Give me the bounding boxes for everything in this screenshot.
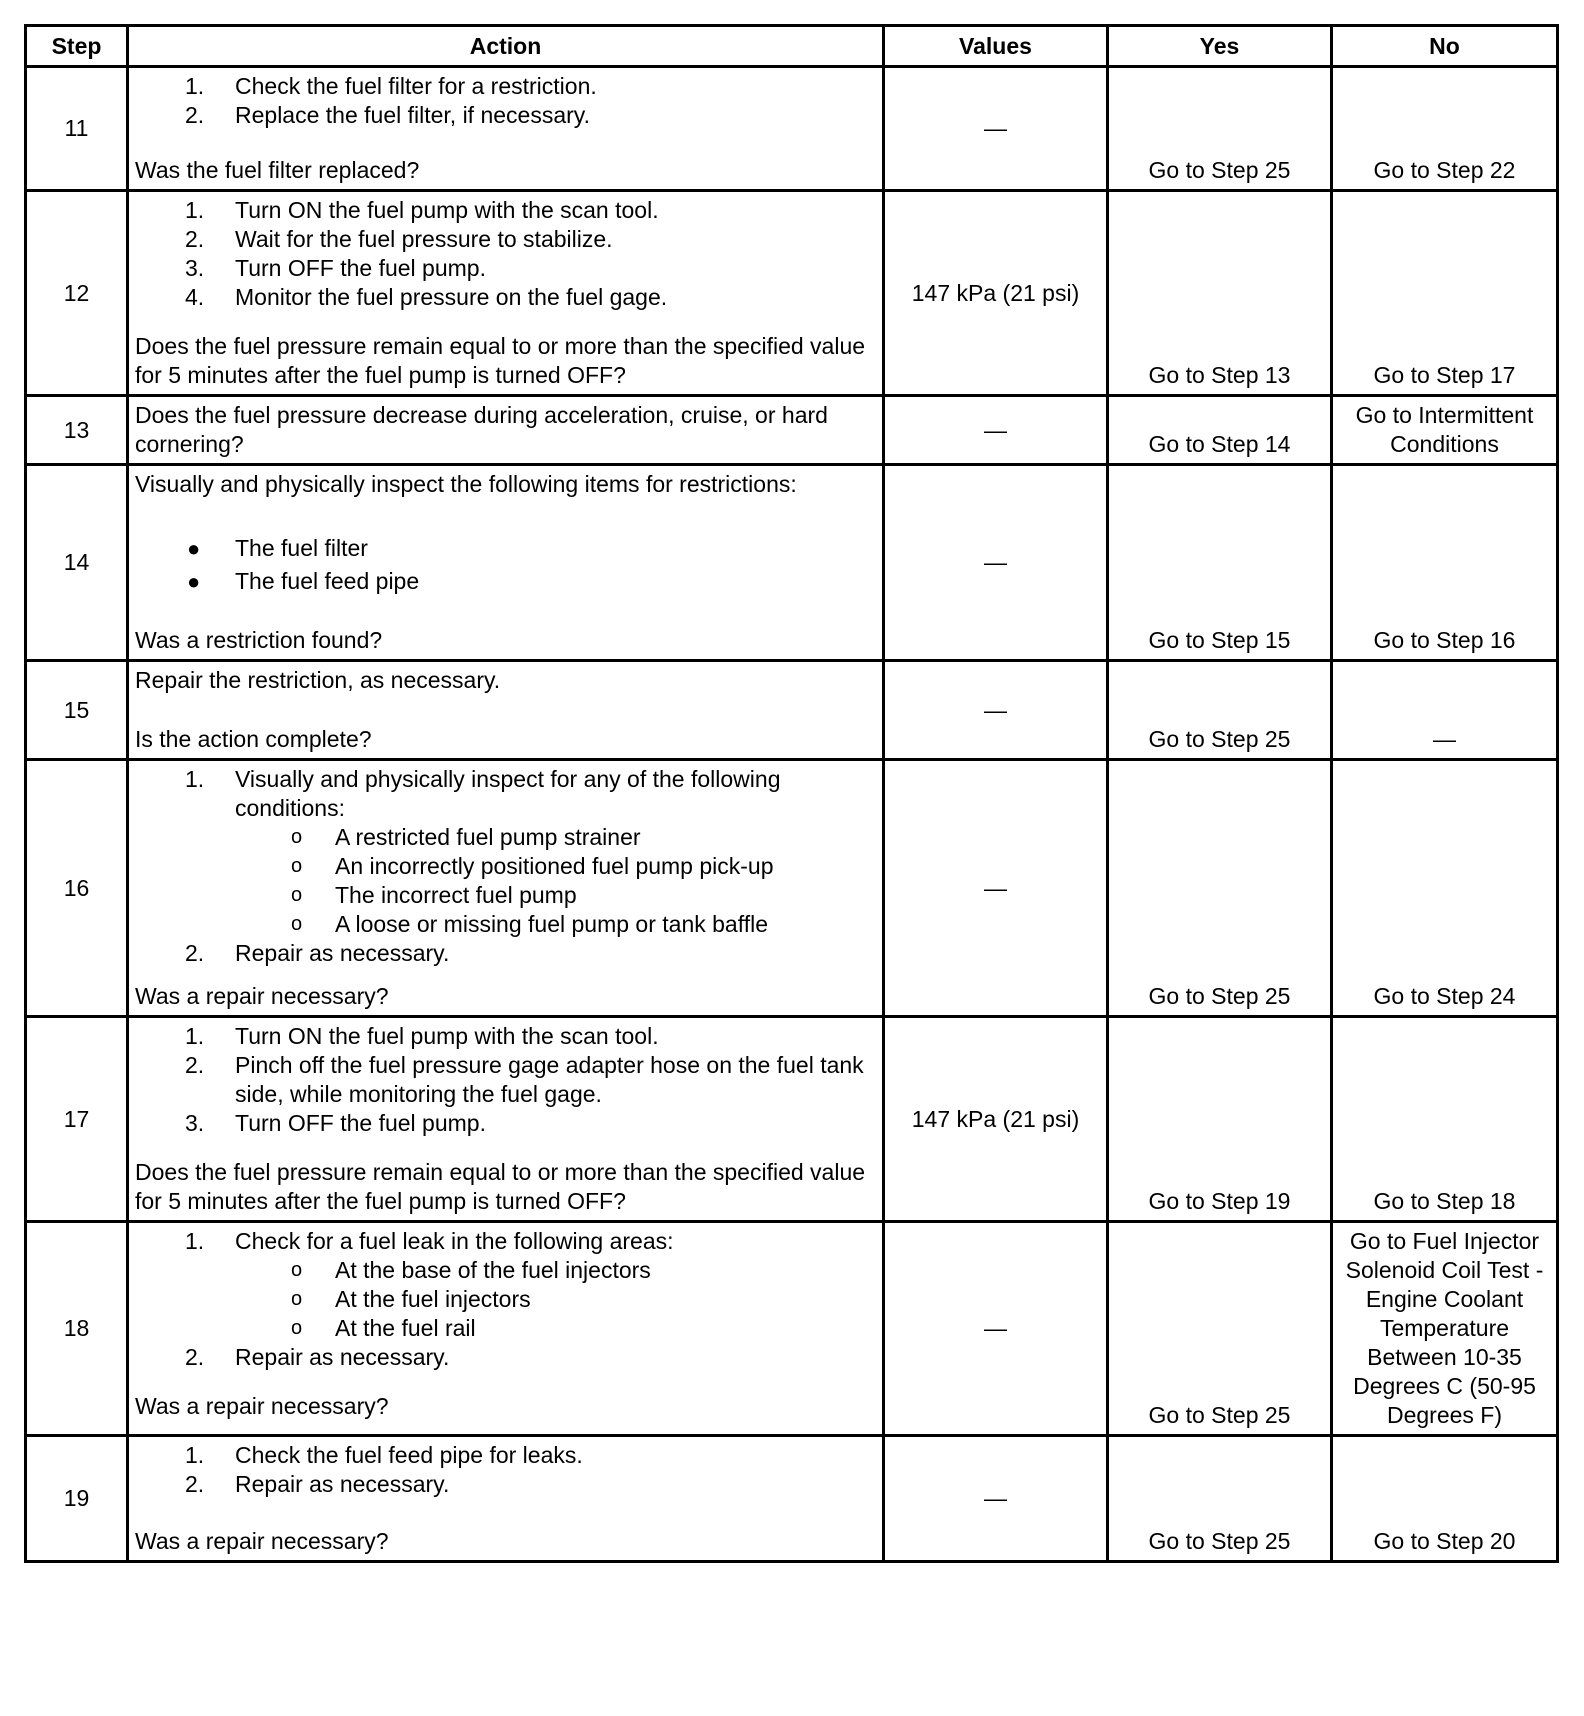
action-step bbox=[135, 1470, 876, 1499]
action-cell bbox=[128, 396, 884, 465]
action-step-number: 1. bbox=[185, 1228, 205, 1254]
yes-cell: Go to Step 14 bbox=[1108, 396, 1332, 465]
table-row bbox=[26, 67, 1558, 191]
sub-item-text: A loose or missing fuel pump or tank baffle bbox=[335, 911, 768, 937]
action-step-text: Check the fuel filter for a restriction. bbox=[235, 73, 597, 99]
no-cell: Go to Fuel Injector Solenoid Coil Test - Engine Coolant Temperature Between 10-35 Degrees C (50-95 Degrees F) bbox=[1332, 1222, 1558, 1436]
no-cell: Go to Step 17 bbox=[1332, 191, 1558, 396]
sub-item-text: At the fuel rail bbox=[335, 1315, 476, 1341]
yes-cell: Go to Step 25 bbox=[1108, 1436, 1332, 1562]
yes-cell: Go to Step 13 bbox=[1108, 191, 1332, 396]
action-content bbox=[135, 196, 876, 390]
action-step bbox=[135, 1343, 876, 1372]
value-cell: — bbox=[884, 396, 1108, 465]
action-step-number: 1. bbox=[185, 73, 205, 99]
table-row bbox=[26, 465, 1558, 661]
sub-item-text: An incorrectly positioned fuel pump pick-up bbox=[335, 853, 774, 879]
action-step bbox=[135, 1227, 876, 1343]
step-cell: 18 bbox=[26, 1222, 128, 1436]
action-cell bbox=[128, 191, 884, 396]
action-content bbox=[135, 1022, 876, 1216]
action-steps bbox=[135, 196, 876, 312]
value-cell: — bbox=[884, 67, 1108, 191]
action-content bbox=[135, 765, 876, 1011]
table-row bbox=[26, 1017, 1558, 1222]
action-step bbox=[135, 254, 876, 283]
table-row bbox=[26, 396, 1558, 465]
value-cell: 147 kPa (21 psi) bbox=[884, 191, 1108, 396]
no-cell: Go to Step 24 bbox=[1332, 760, 1558, 1017]
action-top bbox=[135, 666, 876, 695]
step-cell: 17 bbox=[26, 1017, 128, 1222]
sub-item-text: At the base of the fuel injectors bbox=[335, 1257, 651, 1283]
action-steps bbox=[135, 1227, 876, 1372]
sub-item bbox=[135, 1256, 876, 1285]
action-content bbox=[135, 401, 876, 457]
action-cell bbox=[128, 465, 884, 661]
no-cell: — bbox=[1332, 661, 1558, 760]
value-cell: — bbox=[884, 1436, 1108, 1562]
action-step-text: Repair as necessary. bbox=[235, 1471, 450, 1497]
circle-bullet-icon: o bbox=[291, 1317, 303, 1339]
action-content bbox=[135, 470, 876, 655]
action-content bbox=[135, 666, 876, 754]
action-step-text: Wait for the fuel pressure to stabilize. bbox=[235, 226, 613, 252]
no-cell: Go to Intermittent Conditions bbox=[1332, 396, 1558, 465]
no-cell: Go to Step 18 bbox=[1332, 1017, 1558, 1222]
action-step-number: 3. bbox=[185, 255, 205, 281]
action-steps bbox=[135, 765, 876, 968]
action-top bbox=[135, 1022, 876, 1138]
action-step-number: 2. bbox=[185, 1052, 205, 1078]
action-step bbox=[135, 101, 876, 130]
action-cell bbox=[128, 760, 884, 1017]
action-step-number: 1. bbox=[185, 197, 205, 223]
action-step-text: Turn ON the fuel pump with the scan tool. bbox=[235, 197, 659, 223]
sub-item bbox=[135, 852, 876, 881]
action-cell bbox=[128, 1222, 884, 1436]
circle-bullet-icon: o bbox=[291, 1288, 303, 1310]
action-step-text: Pinch off the fuel pressure gage adapter hose on the fuel tank side, while monitoring the fuel gage. bbox=[235, 1052, 864, 1107]
action-step-text: Turn OFF the fuel pump. bbox=[235, 1110, 486, 1136]
action-step-number: 1. bbox=[185, 1023, 205, 1049]
sub-item bbox=[135, 1285, 876, 1314]
step-cell: 19 bbox=[26, 1436, 128, 1562]
action-step-text: Repair as necessary. bbox=[235, 940, 450, 966]
sub-item-text: The incorrect fuel pump bbox=[335, 882, 577, 908]
step-cell: 16 bbox=[26, 760, 128, 1017]
circle-bullet-icon: o bbox=[291, 826, 303, 848]
action-step bbox=[135, 1441, 876, 1470]
bullet-list bbox=[135, 532, 876, 598]
action-steps bbox=[135, 72, 876, 130]
action-step-text: Repair as necessary. bbox=[235, 1344, 450, 1370]
table-row bbox=[26, 1222, 1558, 1436]
sub-item bbox=[135, 881, 876, 910]
action-top bbox=[135, 72, 876, 130]
action-question: Was a repair necessary? bbox=[135, 1393, 389, 1419]
sub-item-list bbox=[235, 823, 876, 939]
yes-cell: Go to Step 25 bbox=[1108, 760, 1332, 1017]
value-cell: — bbox=[884, 661, 1108, 760]
bullet-icon: ● bbox=[187, 536, 201, 561]
action-step-text: Visually and physically inspect for any of the following conditions: bbox=[235, 766, 781, 821]
bullet-text: The fuel filter bbox=[235, 535, 368, 561]
action-step-number: 1. bbox=[185, 766, 205, 792]
action-question: Was a restriction found? bbox=[135, 627, 383, 653]
action-question: Is the action complete? bbox=[135, 726, 372, 752]
no-cell: Go to Step 20 bbox=[1332, 1436, 1558, 1562]
table-body bbox=[26, 67, 1558, 1562]
action-cell bbox=[128, 67, 884, 191]
header-action: Action bbox=[128, 26, 884, 67]
yes-cell: Go to Step 25 bbox=[1108, 1222, 1332, 1436]
step-cell: 13 bbox=[26, 396, 128, 465]
table-row bbox=[26, 191, 1558, 396]
action-intro: Visually and physically inspect the following items for restrictions: bbox=[135, 471, 797, 497]
bullet-item bbox=[135, 532, 876, 565]
no-cell: Go to Step 16 bbox=[1332, 465, 1558, 661]
header-yes: Yes bbox=[1108, 26, 1332, 67]
circle-bullet-icon: o bbox=[291, 1259, 303, 1281]
action-step-text: Monitor the fuel pressure on the fuel gage. bbox=[235, 284, 668, 310]
table-row bbox=[26, 1436, 1558, 1562]
action-step-text: Turn OFF the fuel pump. bbox=[235, 255, 486, 281]
action-step bbox=[135, 765, 876, 939]
action-step bbox=[135, 196, 876, 225]
action-top bbox=[135, 196, 876, 312]
action-step-number: 2. bbox=[185, 1471, 205, 1497]
action-question: Does the fuel pressure remain equal to or more than the specified value for 5 minutes after the fuel pump is turned OFF? bbox=[135, 1159, 866, 1214]
action-step-number: 2. bbox=[185, 226, 205, 252]
action-question: Was a repair necessary? bbox=[135, 983, 389, 1009]
action-step bbox=[135, 72, 876, 101]
step-cell: 14 bbox=[26, 465, 128, 661]
action-step-number: 4. bbox=[185, 284, 205, 310]
value-cell: — bbox=[884, 760, 1108, 1017]
header-step: Step bbox=[26, 26, 128, 67]
action-cell bbox=[128, 1436, 884, 1562]
action-top bbox=[135, 765, 876, 968]
action-step-number: 3. bbox=[185, 1110, 205, 1136]
action-step-number: 2. bbox=[185, 102, 205, 128]
action-intro: Repair the restriction, as necessary. bbox=[135, 667, 501, 693]
action-step-text: Turn ON the fuel pump with the scan tool. bbox=[235, 1023, 659, 1049]
sub-item bbox=[135, 1314, 876, 1343]
action-question: Was a repair necessary? bbox=[135, 1528, 389, 1554]
bullet-icon: ● bbox=[187, 569, 201, 594]
circle-bullet-icon: o bbox=[291, 855, 303, 877]
action-question: Was the fuel filter replaced? bbox=[135, 157, 420, 183]
action-step-text: Replace the fuel filter, if necessary. bbox=[235, 102, 590, 128]
action-step-number: 1. bbox=[185, 1442, 205, 1468]
value-cell: — bbox=[884, 1222, 1108, 1436]
step-cell: 12 bbox=[26, 191, 128, 396]
sub-item-list bbox=[235, 1256, 876, 1343]
action-content bbox=[135, 1227, 876, 1421]
sub-item-text: At the fuel injectors bbox=[335, 1286, 531, 1312]
action-step bbox=[135, 939, 876, 968]
action-step bbox=[135, 1109, 876, 1138]
circle-bullet-icon: o bbox=[291, 913, 303, 935]
sub-item bbox=[135, 910, 876, 939]
no-cell: Go to Step 22 bbox=[1332, 67, 1558, 191]
action-step bbox=[135, 225, 876, 254]
action-question: Does the fuel pressure remain equal to or more than the specified value for 5 minutes after the fuel pump is turned OFF? bbox=[135, 333, 866, 388]
action-step-text: Check for a fuel leak in the following areas: bbox=[235, 1228, 674, 1254]
header-no: No bbox=[1332, 26, 1558, 67]
table-row bbox=[26, 760, 1558, 1017]
header-values: Values bbox=[884, 26, 1108, 67]
sub-item-text: A restricted fuel pump strainer bbox=[335, 824, 641, 850]
action-cell bbox=[128, 1017, 884, 1222]
circle-bullet-icon: o bbox=[291, 884, 303, 906]
bullet-item bbox=[135, 565, 876, 598]
action-step-number: 2. bbox=[185, 1344, 205, 1370]
action-step bbox=[135, 1022, 876, 1051]
action-cell bbox=[128, 661, 884, 760]
action-content bbox=[135, 72, 876, 185]
header-row bbox=[26, 26, 1558, 67]
action-step-text: Check the fuel feed pipe for leaks. bbox=[235, 1442, 583, 1468]
action-step bbox=[135, 283, 876, 312]
yes-cell: Go to Step 25 bbox=[1108, 67, 1332, 191]
value-cell: 147 kPa (21 psi) bbox=[884, 1017, 1108, 1222]
action-top bbox=[135, 470, 876, 598]
action-step-number: 2. bbox=[185, 940, 205, 966]
action-content bbox=[135, 1441, 876, 1556]
action-question: Does the fuel pressure decrease during acceleration, cruise, or hard cornering? bbox=[135, 402, 828, 457]
action-steps bbox=[135, 1022, 876, 1138]
yes-cell: Go to Step 25 bbox=[1108, 661, 1332, 760]
yes-cell: Go to Step 19 bbox=[1108, 1017, 1332, 1222]
yes-cell: Go to Step 15 bbox=[1108, 465, 1332, 661]
action-steps bbox=[135, 1441, 876, 1499]
step-cell: 15 bbox=[26, 661, 128, 760]
value-cell: — bbox=[884, 465, 1108, 661]
step-cell: 11 bbox=[26, 67, 128, 191]
sub-item bbox=[135, 823, 876, 852]
bullet-text: The fuel feed pipe bbox=[235, 568, 420, 594]
diagnostic-table bbox=[24, 24, 1559, 1563]
action-top bbox=[135, 1441, 876, 1499]
action-step bbox=[135, 1051, 876, 1109]
table-row bbox=[26, 661, 1558, 760]
action-top bbox=[135, 1227, 876, 1372]
